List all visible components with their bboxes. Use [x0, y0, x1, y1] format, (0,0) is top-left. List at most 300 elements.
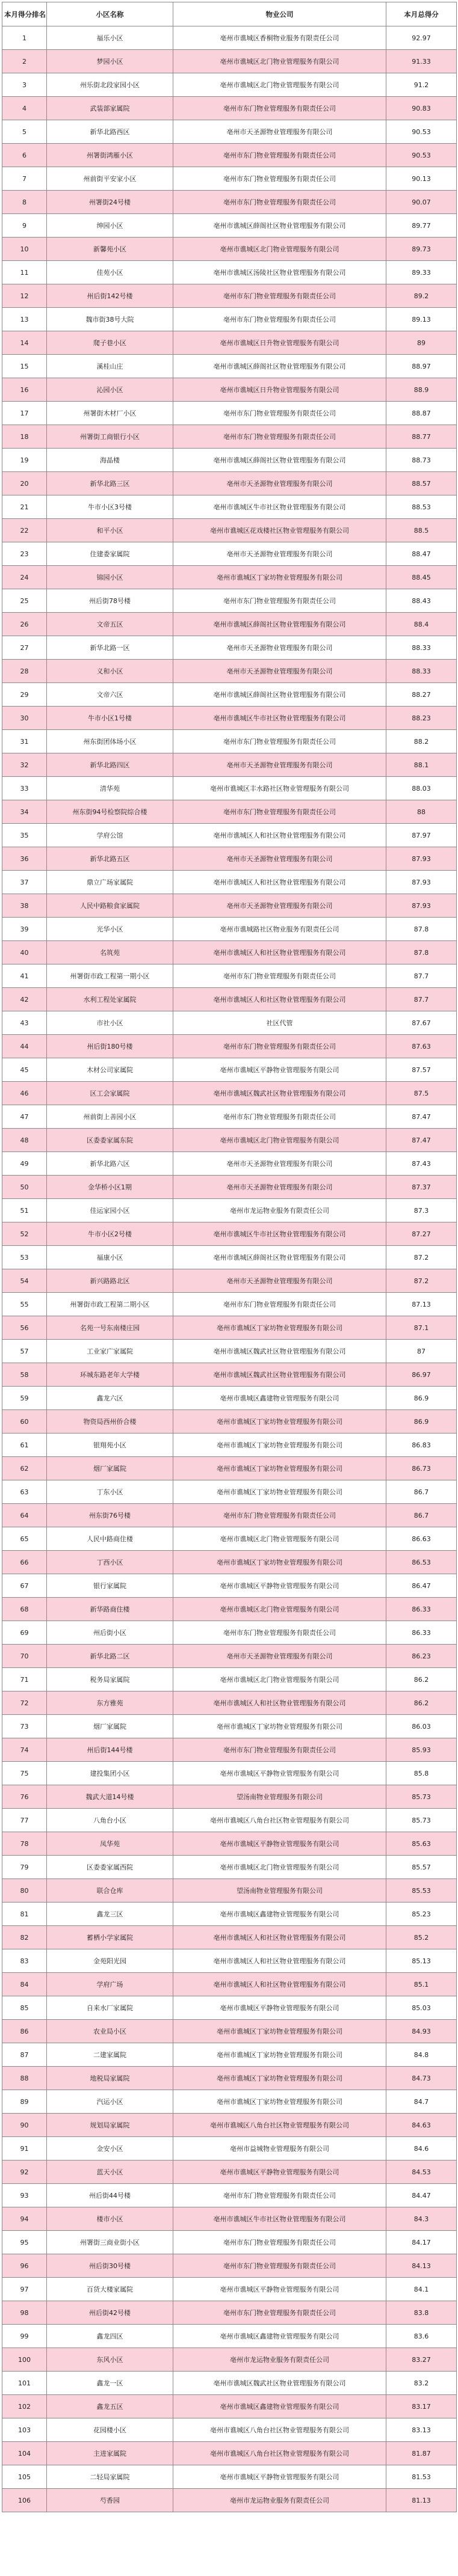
table-row	[2, 1293, 457, 1316]
rank-cell: 92	[2, 2160, 47, 2184]
property-company-cell: 亳州市谯城区八角台社区物业管理服务有限公司	[173, 2418, 386, 2442]
total-score-cell: 88.33	[386, 660, 457, 683]
total-score-cell: 88.9	[386, 378, 457, 402]
community-name-cell: 金华桥小区1期	[47, 1176, 173, 1199]
community-name-cell: 州署街三商业街小区	[47, 2231, 173, 2254]
property-company-cell: 亳州市龙运物业服务有限责任公司	[173, 2489, 386, 2512]
rank-cell: 42	[2, 988, 47, 1011]
property-company-cell: 亳州市天圣源物业管理服务有限公司	[173, 1645, 386, 1668]
property-company-cell: 亳州市谯城区薛阁社区物业管理服务有限公司	[173, 683, 386, 707]
rank-cell: 30	[2, 707, 47, 730]
total-score-cell: 84.93	[386, 2020, 457, 2043]
rank-cell: 49	[2, 1152, 47, 1176]
column-header-total-score: 本月总得分	[386, 2, 457, 26]
community-name-cell: 州署街市政工程第二期小区	[47, 1293, 173, 1316]
rank-cell: 70	[2, 1645, 47, 1668]
header-row	[2, 2, 457, 26]
community-name-cell: 名筑苑	[47, 941, 173, 964]
community-name-cell: 州署街木材厂小区	[47, 402, 173, 425]
property-company-cell: 亳州市东门物业管理服务有限责任公司	[173, 167, 386, 191]
community-name-cell: 区工会家属院	[47, 1082, 173, 1105]
total-score-cell: 88.23	[386, 707, 457, 730]
property-company-cell: 亳州市谯城区鑫建物业管理服务有限公司	[173, 2395, 386, 2418]
table-row	[2, 1621, 457, 1645]
community-name-cell: 州东街团体场小区	[47, 730, 173, 753]
table-row	[2, 1949, 457, 1973]
table-row	[2, 2395, 457, 2418]
property-company-cell: 亳州市谯城区丁家坊物业管理服务有限公司	[173, 1410, 386, 1434]
property-company-cell: 亳州市谯城区平静物业管理服务有限公司	[173, 1574, 386, 1598]
total-score-cell: 90.83	[386, 97, 457, 120]
total-score-cell: 90.53	[386, 120, 457, 144]
property-company-cell: 亳州市东门物业管理服务有限责任公司	[173, 284, 386, 308]
rank-cell: 34	[2, 800, 47, 824]
rank-cell: 98	[2, 2301, 47, 2325]
table-row	[2, 1832, 457, 1856]
rank-cell: 54	[2, 1269, 47, 1293]
total-score-cell: 87.2	[386, 1269, 457, 1293]
rank-cell: 89	[2, 2090, 47, 2114]
property-company-cell: 亳州市东门物业管理服务有限责任公司	[173, 730, 386, 753]
property-company-cell: 亳州市谯城区人和社区物业管理服务有限公司	[173, 988, 386, 1011]
table-row	[2, 1738, 457, 1762]
table-row	[2, 542, 457, 566]
rank-cell: 2	[2, 50, 47, 73]
table-row	[2, 1363, 457, 1387]
community-name-cell: 规划局家属院	[47, 2114, 173, 2137]
table-row	[2, 1856, 457, 1879]
property-company-cell: 亳州市益城物业管理服务有限公司	[173, 2137, 386, 2160]
rank-cell: 20	[2, 472, 47, 495]
property-company-cell: 亳州市谯城区魏武社区物业管理服务有限公司	[173, 1340, 386, 1363]
total-score-cell: 87.27	[386, 1222, 457, 1246]
rank-cell: 96	[2, 2254, 47, 2278]
rank-cell: 94	[2, 2207, 47, 2231]
table-row	[2, 378, 457, 402]
community-name-cell: 税务局家属院	[47, 1668, 173, 1691]
community-name-cell: 汽运小区	[47, 2090, 173, 2114]
table-row	[2, 1387, 457, 1410]
property-company-cell: 亳州市谯城区丁家坊物业管理服务有限公司	[173, 2067, 386, 2090]
total-score-cell: 87.2	[386, 1246, 457, 1269]
table-row	[2, 472, 457, 495]
table-row	[2, 402, 457, 425]
property-company-cell: 亳州市谯城区丁家坊物业管理服务有限公司	[173, 1316, 386, 1340]
rank-cell: 41	[2, 964, 47, 988]
community-name-cell: 州署街鸿雁小区	[47, 144, 173, 167]
property-company-cell: 亳州市东门物业管理服务有限责任公司	[173, 1738, 386, 1762]
rank-cell: 78	[2, 1832, 47, 1856]
property-company-cell: 亳州市谯城区薛阁社区物业管理服务有限公司	[173, 355, 386, 378]
property-company-cell: 亳州市谯城区鑫建物业管理服务有限公司	[173, 2325, 386, 2348]
total-score-cell: 89.77	[386, 214, 457, 238]
total-score-cell: 86.2	[386, 1668, 457, 1691]
property-company-cell: 亳州市东门物业管理服务有限责任公司	[173, 1504, 386, 1527]
table-row	[2, 2418, 457, 2442]
community-name-cell: 工业家广家属院	[47, 1340, 173, 1363]
table-row	[2, 2442, 457, 2465]
property-company-cell: 望汤南物业管理服务有限公司	[173, 1879, 386, 1903]
rank-cell: 35	[2, 824, 47, 847]
table-row	[2, 2278, 457, 2301]
rank-cell: 103	[2, 2418, 47, 2442]
property-company-cell: 亳州市天圣源物业管理服务有限公司	[173, 847, 386, 871]
property-company-cell: 亳州市谯城区八角台社区物业管理服务有限公司	[173, 2114, 386, 2137]
total-score-cell: 88.73	[386, 449, 457, 472]
property-company-cell: 望汤南物业管理服务有限公司	[173, 1785, 386, 1809]
community-name-cell: 州后街144号楼	[47, 1738, 173, 1762]
table-row	[2, 1082, 457, 1105]
rank-cell: 23	[2, 542, 47, 566]
total-score-cell: 88.27	[386, 683, 457, 707]
property-company-cell: 亳州市东门物业管理服务有限责任公司	[173, 1621, 386, 1645]
total-score-cell: 86.63	[386, 1527, 457, 1551]
community-name-cell: 水利工程处家属院	[47, 988, 173, 1011]
total-score-cell: 83.13	[386, 2418, 457, 2442]
community-name-cell: 百货大楼家属院	[47, 2278, 173, 2301]
total-score-cell: 84.8	[386, 2043, 457, 2067]
rank-cell: 39	[2, 918, 47, 941]
community-name-cell: 金安小区	[47, 2137, 173, 2160]
rank-cell: 38	[2, 894, 47, 918]
property-company-cell: 亳州市谯城区平静物业管理服务有限公司	[173, 2465, 386, 2489]
total-score-cell: 89.13	[386, 308, 457, 331]
total-score-cell: 85.73	[386, 1785, 457, 1809]
table-row	[2, 238, 457, 261]
community-name-cell: 烟厂家属院	[47, 1715, 173, 1738]
property-company-cell: 亳州市谯城区花戏楼社区物业管理服务有限公司	[173, 519, 386, 542]
rank-cell: 67	[2, 1574, 47, 1598]
total-score-cell: 87.7	[386, 988, 457, 1011]
total-score-cell: 85.1	[386, 1973, 457, 1996]
table-row	[2, 894, 457, 918]
table-row	[2, 2207, 457, 2231]
property-company-cell: 亳州市谯城区北门物业管理服务有限公司	[173, 238, 386, 261]
property-company-cell: 亳州市谯城区人和社区物业管理服务有限公司	[173, 1691, 386, 1715]
rank-cell: 68	[2, 1598, 47, 1621]
community-name-cell: 环城东路老年大学楼	[47, 1363, 173, 1387]
total-score-cell: 88.45	[386, 566, 457, 589]
property-company-cell: 亳州市东门物业管理服务有限责任公司	[173, 308, 386, 331]
community-name-cell: 二建家属院	[47, 2043, 173, 2067]
table-row	[2, 1410, 457, 1434]
community-name-cell: 蓝天小区	[47, 2160, 173, 2184]
rank-cell: 74	[2, 1738, 47, 1762]
total-score-cell: 84.13	[386, 2254, 457, 2278]
total-score-cell: 81.53	[386, 2465, 457, 2489]
rank-cell: 24	[2, 566, 47, 589]
total-score-cell: 86.7	[386, 1480, 457, 1504]
property-company-cell: 亳州市谯城区丁家坊物业管理服务有限公司	[173, 1551, 386, 1574]
table-row	[2, 1011, 457, 1035]
rank-cell: 16	[2, 378, 47, 402]
rank-cell: 84	[2, 1973, 47, 1996]
property-company-cell: 亳州市东门物业管理服务有限责任公司	[173, 964, 386, 988]
property-company-cell: 亳州市东门物业管理服务有限责任公司	[173, 425, 386, 449]
community-name-cell: 福乐小区	[47, 26, 173, 50]
rank-cell: 104	[2, 2442, 47, 2465]
community-name-cell: 鼎立广场家属院	[47, 871, 173, 894]
column-header-property-company: 物业公司	[173, 2, 386, 26]
total-score-cell: 87	[386, 1340, 457, 1363]
total-score-cell: 84.73	[386, 2067, 457, 2090]
total-score-cell: 88.4	[386, 613, 457, 636]
rank-cell: 69	[2, 1621, 47, 1645]
property-company-cell: 亳州市谯城区北门物业管理服务有限公司	[173, 1598, 386, 1621]
property-company-cell: 亳州市龙运物业服务有限责任公司	[173, 1199, 386, 1222]
property-company-cell: 亳州市谯城区丁家坊物业管理服务有限公司	[173, 2043, 386, 2067]
table-row	[2, 1668, 457, 1691]
total-score-cell: 84.63	[386, 2114, 457, 2137]
table-row	[2, 495, 457, 519]
property-company-cell: 亳州市谯城区魏武社区物业管理服务有限公司	[173, 1363, 386, 1387]
total-score-cell: 81.13	[386, 2489, 457, 2512]
table-row	[2, 1152, 457, 1176]
total-score-cell: 84.6	[386, 2137, 457, 2160]
community-name-cell: 州后街78号楼	[47, 589, 173, 613]
rank-cell: 25	[2, 589, 47, 613]
rank-cell: 93	[2, 2184, 47, 2207]
total-score-cell: 85.93	[386, 1738, 457, 1762]
community-name-cell: 清华苑	[47, 777, 173, 800]
property-company-cell: 亳州市天圣源物业管理服务有限公司	[173, 1152, 386, 1176]
table-row	[2, 2043, 457, 2067]
total-score-cell: 85.03	[386, 1996, 457, 2020]
property-company-cell: 亳州市谯城区人和社区物业管理服务有限公司	[173, 1926, 386, 1949]
rank-cell: 36	[2, 847, 47, 871]
community-name-cell: 新华北路五区	[47, 847, 173, 871]
total-score-cell: 85.73	[386, 1809, 457, 1832]
community-name-cell: 市社小区	[47, 1011, 173, 1035]
total-score-cell: 85.2	[386, 1926, 457, 1949]
total-score-cell: 86.53	[386, 1551, 457, 1574]
rank-cell: 82	[2, 1926, 47, 1949]
table-row	[2, 425, 457, 449]
table-row	[2, 1785, 457, 1809]
table-row	[2, 1527, 457, 1551]
total-score-cell: 90.13	[386, 167, 457, 191]
table-row	[2, 1645, 457, 1668]
total-score-cell: 87.63	[386, 1035, 457, 1058]
community-name-cell: 二轻局家属院	[47, 2465, 173, 2489]
total-score-cell: 90.53	[386, 144, 457, 167]
table-row	[2, 1926, 457, 1949]
community-name-cell: 自来水厂家属院	[47, 1996, 173, 2020]
community-name-cell: 东方雅苑	[47, 1691, 173, 1715]
table-row	[2, 847, 457, 871]
total-score-cell: 87.43	[386, 1152, 457, 1176]
rank-cell: 1	[2, 26, 47, 50]
table-row	[2, 941, 457, 964]
total-score-cell: 88.2	[386, 730, 457, 753]
table-row	[2, 1715, 457, 1738]
rank-cell: 60	[2, 1410, 47, 1434]
rank-cell: 65	[2, 1527, 47, 1551]
total-score-cell: 83.8	[386, 2301, 457, 2325]
property-company-cell: 亳州市谯城区人和社区物业管理服务有限公司	[173, 824, 386, 847]
table-row	[2, 636, 457, 660]
total-score-cell: 87.57	[386, 1058, 457, 1082]
total-score-cell: 88.97	[386, 355, 457, 378]
property-company-cell: 亳州市谯城区北门物业管理服务有限公司	[173, 1527, 386, 1551]
table-row	[2, 1246, 457, 1269]
table-row	[2, 566, 457, 589]
property-company-cell: 亳州市谯城区薛阁社区物业管理服务有限公司	[173, 214, 386, 238]
table-row	[2, 1973, 457, 1996]
table-row	[2, 284, 457, 308]
total-score-cell: 87.93	[386, 871, 457, 894]
property-company-cell: 亳州市谯城区北门物业管理服务有限公司	[173, 1856, 386, 1879]
total-score-cell: 85.63	[386, 1832, 457, 1856]
community-name-cell: 新兴路路北区	[47, 1269, 173, 1293]
community-name-cell: 区委委家属西院	[47, 1856, 173, 1879]
community-name-cell: 东风小区	[47, 2348, 173, 2372]
total-score-cell: 87.47	[386, 1105, 457, 1129]
community-name-cell: 和平小区	[47, 519, 173, 542]
property-company-cell: 亳州市谯城区汤陵社区物业管理服务有限公司	[173, 261, 386, 284]
total-score-cell: 84.17	[386, 2231, 457, 2254]
property-company-cell: 亳州市谯城区丁家坊物业管理服务有限公司	[173, 566, 386, 589]
total-score-cell: 84.47	[386, 2184, 457, 2207]
table-row	[2, 519, 457, 542]
table-row	[2, 1316, 457, 1340]
total-score-cell: 87.1	[386, 1316, 457, 1340]
rank-cell: 4	[2, 97, 47, 120]
property-company-cell: 亳州市谯城区丁家坊物业管理服务有限公司	[173, 1434, 386, 1457]
community-name-cell: 文帝六区	[47, 683, 173, 707]
community-name-cell: 鑫龙五区	[47, 2395, 173, 2418]
rank-cell: 26	[2, 613, 47, 636]
community-name-cell: 花园楼小区	[47, 2418, 173, 2442]
total-score-cell: 88.03	[386, 777, 457, 800]
table-row	[2, 1058, 457, 1082]
total-score-cell: 83.17	[386, 2395, 457, 2418]
community-name-cell: 武装部家属院	[47, 97, 173, 120]
table-row	[2, 2067, 457, 2090]
table-row	[2, 1269, 457, 1293]
property-company-cell: 亳州市谯城区薛阁社区物业管理服务有限公司	[173, 449, 386, 472]
property-company-cell: 亳州市东门物业管理服务有限责任公司	[173, 2184, 386, 2207]
column-header-community: 小区名称	[47, 2, 173, 26]
community-name-cell: 州后街142号楼	[47, 284, 173, 308]
rank-cell: 57	[2, 1340, 47, 1363]
table-row	[2, 2465, 457, 2489]
table-body	[2, 26, 457, 2512]
property-company-cell: 亳州市东门物业管理服务有限责任公司	[173, 1293, 386, 1316]
total-score-cell: 86.03	[386, 1715, 457, 1738]
property-company-cell: 亳州市东门物业管理服务有限责任公司	[173, 2231, 386, 2254]
rank-cell: 66	[2, 1551, 47, 1574]
community-name-cell: 芍香园	[47, 2489, 173, 2512]
total-score-cell: 91.33	[386, 50, 457, 73]
rank-cell: 17	[2, 402, 47, 425]
total-score-cell: 88.1	[386, 753, 457, 777]
total-score-cell: 86.2	[386, 1691, 457, 1715]
total-score-cell: 87.8	[386, 941, 457, 964]
property-company-cell: 亳州市东门物业管理服务有限责任公司	[173, 1035, 386, 1058]
table-row	[2, 589, 457, 613]
table-row	[2, 1574, 457, 1598]
property-company-cell: 亳州市谯城区北门物业管理服务有限公司	[173, 1668, 386, 1691]
property-company-cell: 亳州市东门物业管理服务有限责任公司	[173, 191, 386, 214]
community-name-cell: 佳运家园小区	[47, 1199, 173, 1222]
community-name-cell: 魏市街38号大院	[47, 308, 173, 331]
table-row	[2, 2489, 457, 2512]
rank-cell: 15	[2, 355, 47, 378]
property-company-cell: 亳州市谯城区薛阁社区物业管理服务有限公司	[173, 1246, 386, 1269]
total-score-cell: 86.97	[386, 1363, 457, 1387]
community-name-cell: 爬子巷小区	[47, 331, 173, 355]
community-name-cell: 海晶楼	[47, 449, 173, 472]
total-score-cell: 86.47	[386, 1574, 457, 1598]
property-company-cell: 亳州市谯城区平静物业管理服务有限公司	[173, 1832, 386, 1856]
community-name-cell: 鑫龙四区	[47, 2325, 173, 2348]
property-company-cell: 亳州市谯城区平静物业管理服务有限公司	[173, 1058, 386, 1082]
table-row	[2, 1129, 457, 1152]
total-score-cell: 87.7	[386, 964, 457, 988]
table-row	[2, 1691, 457, 1715]
table-row	[2, 730, 457, 753]
table-row	[2, 1762, 457, 1785]
rank-cell: 10	[2, 238, 47, 261]
rank-cell: 79	[2, 1856, 47, 1879]
total-score-cell: 89.33	[386, 261, 457, 284]
community-name-cell: 鑫龙一区	[47, 2372, 173, 2395]
ranking-table	[2, 2, 457, 2512]
community-name-cell: 牛市小区1号楼	[47, 707, 173, 730]
rank-cell: 76	[2, 1785, 47, 1809]
table-header	[2, 2, 457, 26]
community-name-cell: 凤华苑	[47, 1832, 173, 1856]
property-company-cell: 亳州市谯城区平静物业管理服务有限公司	[173, 2160, 386, 2184]
community-name-cell: 学府公馆	[47, 824, 173, 847]
total-score-cell: 86.23	[386, 1645, 457, 1668]
total-score-cell: 87.47	[386, 1129, 457, 1152]
rank-cell: 31	[2, 730, 47, 753]
total-score-cell: 85.8	[386, 1762, 457, 1785]
rank-cell: 46	[2, 1082, 47, 1105]
table-row	[2, 1222, 457, 1246]
total-score-cell: 85.13	[386, 1949, 457, 1973]
property-company-cell: 亳州市谯城区牛市社区物业管理服务有限公司	[173, 2207, 386, 2231]
column-header-rank: 本月得分排名	[2, 2, 47, 26]
rank-cell: 14	[2, 331, 47, 355]
rank-cell: 13	[2, 308, 47, 331]
community-name-cell: 州东街76号楼	[47, 1504, 173, 1527]
table-row	[2, 2114, 457, 2137]
community-name-cell: 文帝五区	[47, 613, 173, 636]
community-name-cell: 人民中路粮食家属院	[47, 894, 173, 918]
total-score-cell: 87.13	[386, 1293, 457, 1316]
total-score-cell: 88.57	[386, 472, 457, 495]
property-company-cell: 亳州市谯城区丁家坊物业管理服务有限公司	[173, 2020, 386, 2043]
table-row	[2, 1457, 457, 1480]
total-score-cell: 84.7	[386, 2090, 457, 2114]
community-name-cell: 丁西小区	[47, 1551, 173, 1574]
community-name-cell: 新华北路三区	[47, 472, 173, 495]
community-name-cell: 沁园小区	[47, 378, 173, 402]
rank-cell: 45	[2, 1058, 47, 1082]
community-name-cell: 魏武大道14号楼	[47, 1785, 173, 1809]
community-name-cell: 州署街市政工程第一期小区	[47, 964, 173, 988]
rank-cell: 48	[2, 1129, 47, 1152]
table-row	[2, 2020, 457, 2043]
table-row	[2, 2348, 457, 2372]
table-row	[2, 1480, 457, 1504]
rank-cell: 6	[2, 144, 47, 167]
community-name-cell: 区委委家属东院	[47, 1129, 173, 1152]
community-name-cell: 主进家属院	[47, 2442, 173, 2465]
